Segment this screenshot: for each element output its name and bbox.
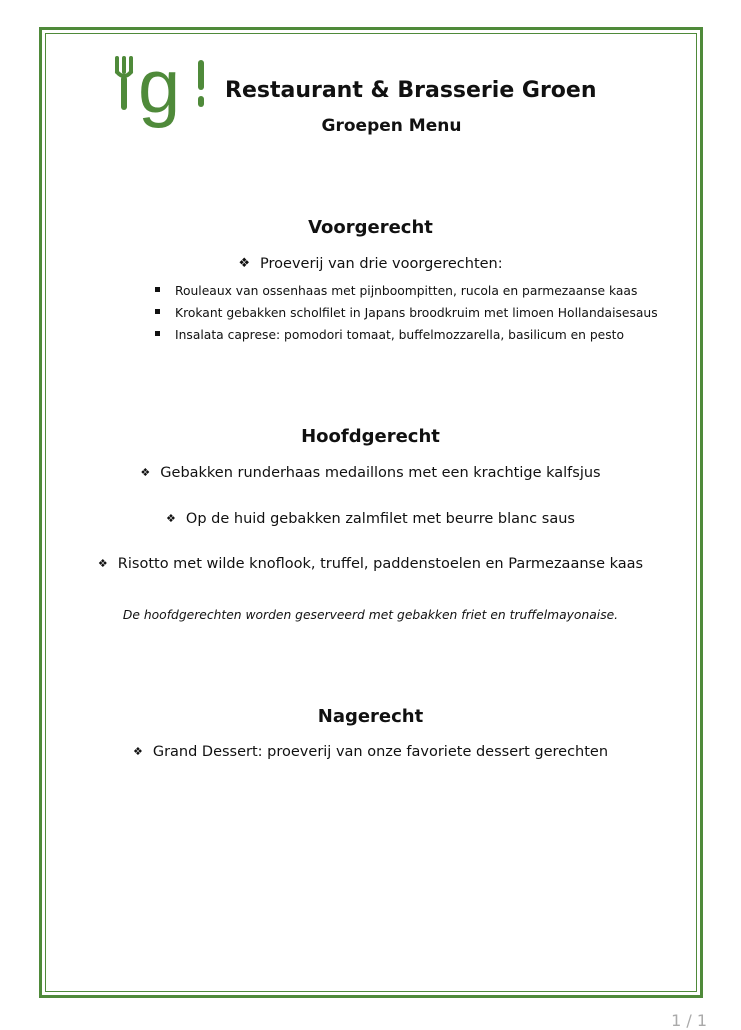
list-item (155, 324, 658, 346)
hoofdgerecht-item (0, 465, 741, 481)
logo-letter: g (138, 52, 181, 129)
hoofdgerecht-item (0, 511, 741, 527)
diamond-bullet-icon: ❖ (97, 557, 108, 570)
voorgerecht-list (155, 280, 658, 346)
diamond-bullet-icon: ❖ (166, 512, 176, 525)
nagerecht-item (0, 744, 741, 760)
list-item (155, 302, 658, 324)
diamond-bullet-icon: ❖ (132, 745, 143, 758)
diamond-bullet-icon: ❖ (238, 256, 251, 271)
heading-nagerecht: Nagerecht (317, 706, 424, 727)
menu-subtitle: Groepen Menu (321, 116, 462, 136)
heading-hoofdgerecht: Hoofdgerecht (301, 426, 440, 447)
nagerecht-item-text: Grand Dessert: proeverij van onze favoriete dessert gerechten (152, 744, 609, 760)
list-item-text: Insalata caprese: pomodori tomaat, buffelmozzarella, basilicum en pesto (175, 328, 624, 342)
hoofdgerecht-item-text: Gebakken runderhaas medaillons met een krachtige kalfsjus (160, 465, 601, 481)
square-bullet-icon (155, 309, 160, 314)
hoofdgerecht-note: De hoofdgerechten worden geserveerd met gebakken friet en truffelmayonaise. (122, 608, 619, 622)
restaurant-title: Restaurant & Brasserie Groen (225, 78, 597, 103)
voorgerecht-intro (0, 256, 741, 272)
hoofdgerecht-item (0, 556, 741, 572)
hoofdgerecht-item-text: Risotto met wilde knoflook, truffel, paddenstoelen en Parmezaanse kaas (117, 556, 644, 572)
voorgerecht-intro-text: Proeverij van drie voorgerechten: (260, 256, 503, 272)
diamond-bullet-icon: ❖ (140, 466, 151, 479)
square-bullet-icon (155, 287, 160, 292)
hoofdgerecht-item-text: Op de huid gebakken zalmfilet met beurre blanc saus (185, 511, 575, 527)
list-item (155, 280, 658, 302)
list-item-text: Krokant gebakken scholfilet in Japans broodkruim met limoen Hollandaisesaus (175, 306, 658, 320)
heading-voorgerecht: Voorgerecht (308, 217, 433, 238)
square-bullet-icon (155, 331, 160, 336)
page-indicator: 1 / 1 (671, 1011, 707, 1030)
list-item-text: Rouleaux van ossenhaas met pijnboompitten, rucola en parmezaanse kaas (175, 284, 638, 298)
